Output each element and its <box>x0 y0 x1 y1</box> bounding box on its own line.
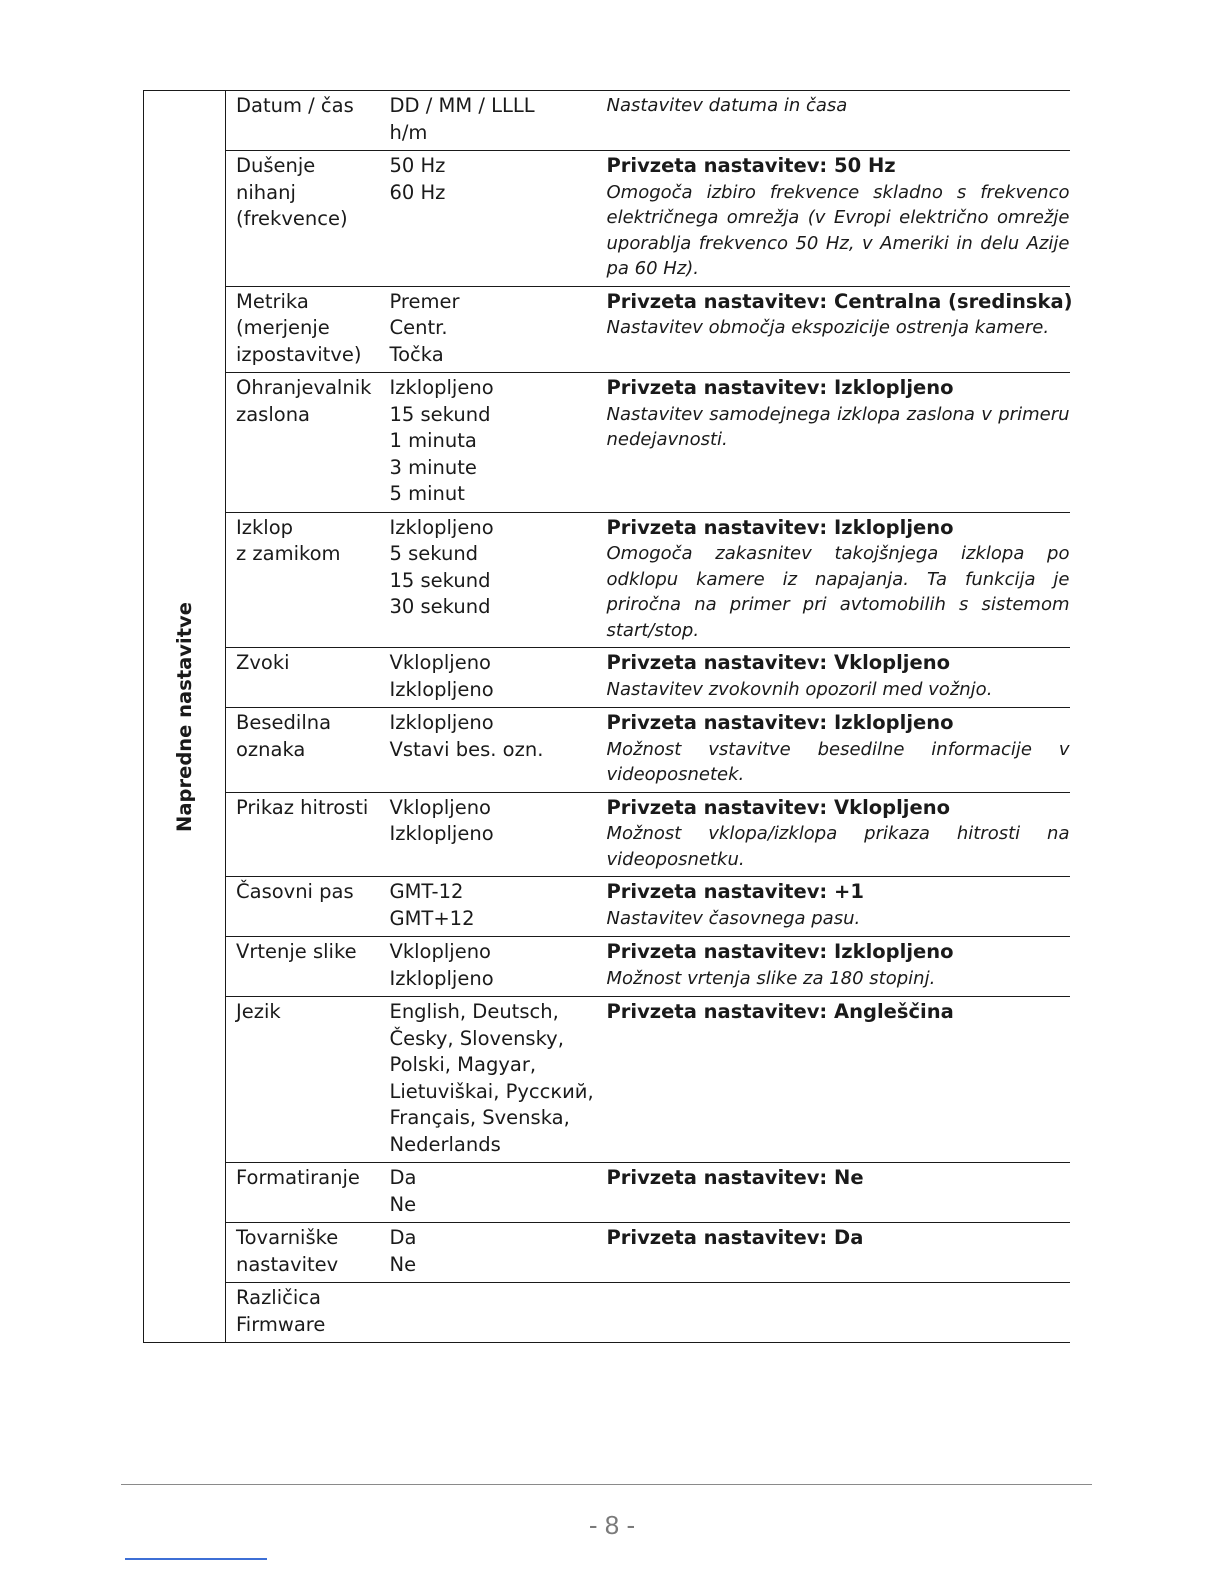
setting-option: Vklopljeno <box>389 651 491 674</box>
setting-options-cell <box>380 1223 597 1283</box>
setting-name-line: (merjenje <box>236 316 330 339</box>
setting-name-cell <box>226 1283 380 1343</box>
setting-description-cell <box>597 1223 1070 1283</box>
setting-option: 15 sekund <box>389 568 491 592</box>
setting-name-line: Zvoki <box>236 651 290 674</box>
setting-name-cell <box>226 708 380 793</box>
setting-name-line: zaslona <box>236 402 311 426</box>
setting-option: Da <box>389 1226 417 1249</box>
setting-name-line: Časovni pas <box>236 880 354 903</box>
setting-description: Možnost vstavitve besedilne informacije v videoposnetek. <box>606 738 1070 785</box>
settings-row <box>144 1223 1070 1283</box>
settings-row <box>144 91 1070 151</box>
setting-name-cell <box>226 91 380 151</box>
setting-description: Nastavitev območja ekspozicije ostrenja kamere. <box>606 317 1050 338</box>
setting-option: Izklopljeno <box>389 822 494 845</box>
settings-row <box>144 708 1070 793</box>
setting-name-cell <box>226 937 380 997</box>
settings-row <box>144 151 1070 287</box>
setting-name-cell <box>226 512 380 648</box>
setting-description: Nastavitev časovnega pasu. <box>606 907 861 929</box>
setting-name-line: Izklop <box>236 515 294 539</box>
setting-options-cell <box>380 877 597 937</box>
setting-name-line: Datum / čas <box>236 94 354 117</box>
setting-description-cell <box>597 91 1070 151</box>
setting-description-cell <box>597 286 1073 373</box>
setting-option: 5 minut <box>389 482 465 505</box>
settings-row <box>144 1283 1070 1343</box>
setting-option: Vstavi bes. ozn. <box>389 737 544 761</box>
page-number: - 8 - <box>588 1510 636 1540</box>
setting-option: Izklopljeno <box>389 711 494 734</box>
setting-default-value: Privzeta nastavitev: Da <box>606 1226 864 1249</box>
setting-description-cell <box>597 512 1070 648</box>
setting-default-value: Privzeta nastavitev: Vklopljeno <box>606 795 950 819</box>
setting-default-value: Privzeta nastavitev: Centralna (sredinska) <box>606 289 1073 313</box>
setting-description: Nastavitev datuma in časa <box>606 95 848 116</box>
footer-divider <box>121 1484 1092 1485</box>
setting-name-line: Besedilna <box>236 711 332 734</box>
setting-option: Izklopljeno <box>389 376 494 399</box>
setting-option: 5 sekund <box>389 542 479 565</box>
setting-name-cell <box>226 648 380 708</box>
setting-description-cell <box>597 373 1070 513</box>
setting-description-cell <box>597 1283 1070 1343</box>
setting-name-line: Firmware <box>236 1312 326 1336</box>
setting-option: 60 Hz <box>389 180 446 204</box>
setting-options-cell <box>380 151 597 287</box>
setting-option: 50 Hz <box>389 154 446 177</box>
setting-option: Centr. <box>389 316 448 339</box>
setting-option: English, Deutsch, <box>389 1000 559 1023</box>
setting-name-cell <box>226 877 380 937</box>
setting-name-line: (frekvence) <box>236 207 348 230</box>
settings-row <box>144 997 1070 1163</box>
section-label-cell <box>144 91 226 1343</box>
setting-default-value: Privzeta nastavitev: Angleščina <box>606 1000 954 1023</box>
setting-option: Točka <box>389 342 444 366</box>
settings-row <box>144 1163 1070 1223</box>
setting-name-cell <box>226 151 380 287</box>
setting-default-value: Privzeta nastavitev: Vklopljeno <box>606 651 950 674</box>
setting-name-line: izpostavitve) <box>236 342 362 366</box>
setting-default-value: Privzeta nastavitev: +1 <box>606 880 864 903</box>
setting-option: Lietuviškai, Русский, <box>389 1079 594 1103</box>
setting-description-cell <box>597 151 1070 287</box>
setting-name-cell <box>226 1223 380 1283</box>
setting-name-cell <box>226 286 380 373</box>
setting-description: Omogoča zakasnitev takojšnjega izklopa po odklopu kamere iz napajanja. Ta funkcija je priročna na primer pri avtomobilih s sistemom start/stop. <box>606 543 1070 641</box>
setting-description-cell <box>597 1163 1070 1223</box>
setting-option: h/m <box>389 120 428 144</box>
setting-description-cell <box>597 648 1070 708</box>
setting-option: 1 minuta <box>389 429 477 452</box>
setting-option: 3 minute <box>389 455 477 479</box>
setting-description: Nastavitev samodejnega izklopa zaslona v primeru nedejavnosti. <box>606 403 1070 450</box>
setting-option: Premer <box>389 289 460 313</box>
setting-option: GMT+12 <box>389 906 475 930</box>
setting-name-line: Formatiranje <box>236 1166 360 1189</box>
setting-options-cell <box>380 1163 597 1223</box>
settings-table-body <box>144 91 1073 1343</box>
setting-description: Možnost vrtenja slike za 180 stopinj. <box>606 967 936 989</box>
setting-name-line: Vrtenje slike <box>236 940 357 963</box>
setting-name-line: Jezik <box>236 1000 281 1023</box>
setting-option: Izklopljeno <box>389 966 494 990</box>
setting-option: Česky, Slovensky, <box>389 1026 564 1050</box>
settings-row <box>144 877 1070 937</box>
setting-option: Vklopljeno <box>389 940 491 963</box>
setting-option: Français, Svenska, <box>389 1106 570 1129</box>
setting-default-value: Privzeta nastavitev: Izklopljeno <box>606 376 954 399</box>
settings-row <box>144 937 1070 997</box>
setting-option: GMT-12 <box>389 880 464 903</box>
setting-description: Možnost vklopa/izklopa prikaza hitrosti na videoposnetku. <box>606 823 1070 870</box>
setting-option: 30 sekund <box>389 595 491 618</box>
setting-options-cell <box>380 648 597 708</box>
setting-name-cell <box>226 1163 380 1223</box>
setting-name-line: Tovarniške <box>236 1226 339 1249</box>
setting-description-cell <box>597 997 1070 1163</box>
setting-default-value: Privzeta nastavitev: Izklopljeno <box>606 940 954 963</box>
setting-option: DD / MM / LLLL <box>389 94 535 117</box>
settings-row <box>144 512 1070 648</box>
setting-options-cell <box>380 91 597 151</box>
setting-name-line: Prikaz hitrosti <box>236 795 369 819</box>
setting-name-cell <box>226 373 380 513</box>
setting-name-line: Ohranjevalnik <box>236 376 372 399</box>
setting-description-cell <box>597 792 1070 877</box>
setting-name-line: nihanj <box>236 180 296 204</box>
bottom-accent-line <box>125 1558 267 1560</box>
setting-description-cell <box>597 937 1070 997</box>
setting-option: Polski, Magyar, <box>389 1053 537 1076</box>
setting-options-cell <box>380 997 597 1163</box>
setting-options-cell <box>380 512 597 648</box>
advanced-settings-table <box>143 90 1073 1343</box>
setting-name-line: oznaka <box>236 737 306 761</box>
setting-default-value: Privzeta nastavitev: Izklopljeno <box>606 515 954 539</box>
settings-row <box>144 792 1070 877</box>
setting-option: Vklopljeno <box>389 795 491 819</box>
setting-option: Ne <box>389 1192 417 1216</box>
setting-name-line: nastavitev <box>236 1252 339 1276</box>
setting-name-line: Dušenje <box>236 154 316 177</box>
setting-options-cell <box>380 937 597 997</box>
setting-name-line: Različica <box>236 1286 321 1309</box>
settings-row <box>144 373 1070 513</box>
setting-name-line: z zamikom <box>236 542 341 565</box>
setting-default-value: Privzeta nastavitev: Ne <box>606 1166 864 1189</box>
setting-options-cell <box>380 792 597 877</box>
setting-default-value: Privzeta nastavitev: Izklopljeno <box>606 711 954 734</box>
setting-default-value: Privzeta nastavitev: 50 Hz <box>606 154 896 177</box>
setting-description: Omogoča izbiro frekvence skladno s frekvenco električnega omrežja (v Evropi električno omrežje uporablja frekvenco 50 Hz, v Ameriki in delu Azije pa 60 Hz). <box>606 181 1070 279</box>
setting-options-cell <box>380 1283 597 1343</box>
setting-option: Nederlands <box>389 1132 501 1156</box>
setting-option: Izklopljeno <box>389 515 494 539</box>
setting-option: 15 sekund <box>389 402 491 426</box>
setting-option: Da <box>389 1166 417 1189</box>
setting-name-line: Metrika <box>236 289 309 313</box>
setting-options-cell <box>380 286 597 373</box>
setting-name-cell <box>226 997 380 1163</box>
section-label: Napredne nastavitve <box>172 601 196 832</box>
setting-name-cell <box>226 792 380 877</box>
setting-options-cell <box>380 373 597 513</box>
setting-option: Izklopljeno <box>389 677 494 701</box>
setting-options-cell <box>380 708 597 793</box>
setting-description: Nastavitev zvokovnih opozoril med vožnjo. <box>606 678 993 700</box>
settings-row <box>144 648 1070 708</box>
setting-option: Ne <box>389 1252 417 1276</box>
settings-row <box>144 286 1070 373</box>
setting-description-cell <box>597 877 1070 937</box>
setting-description-cell <box>597 708 1070 793</box>
